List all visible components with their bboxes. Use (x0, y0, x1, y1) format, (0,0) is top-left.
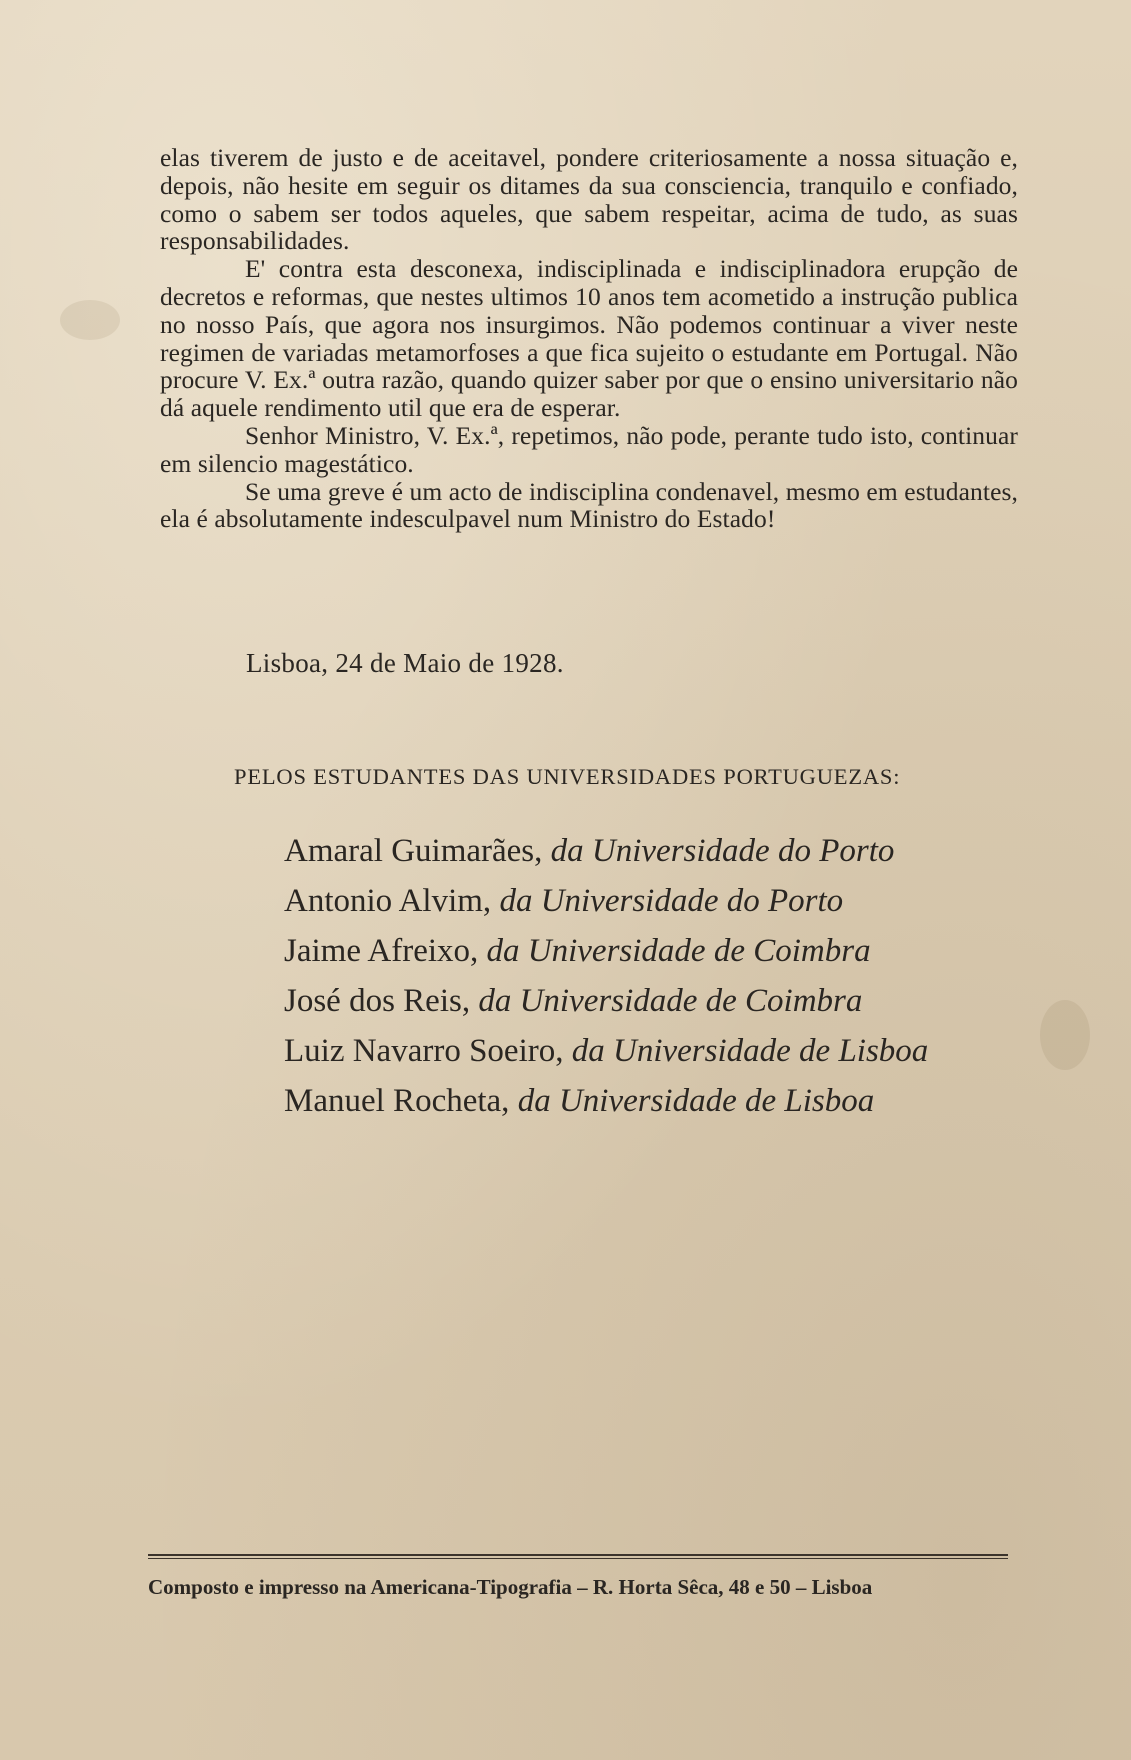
paragraph: Senhor Ministro, V. Ex.ª, repetimos, não pode, perante tudo isto, continuar em silencio magestático. (160, 420, 1018, 478)
signatory (284, 926, 928, 976)
signatory (284, 976, 928, 1026)
signatory-name: Amaral Guimarães, (284, 833, 543, 869)
letter-body (160, 144, 1018, 533)
signatory-name: Luiz Navarro Soeiro, (284, 1033, 564, 1069)
signatory-name: Manuel Rocheta, (284, 1083, 510, 1119)
signatory-university: da Universidade de Coimbra (486, 933, 871, 969)
signatory (284, 826, 928, 876)
signatory-name: Jaime Afreixo, (284, 933, 479, 969)
signatory-university: da Universidade do Porto (499, 883, 844, 919)
signatory-university: da Universidade de Lisboa (571, 1033, 929, 1069)
signatory (284, 1026, 928, 1076)
signatory-university: da Universidade de Lisboa (517, 1083, 875, 1119)
paragraph: elas tiverem de justo e de aceitavel, pondere criteriosamente a nossa situação e, depois, não hesite em seguir os ditames da sua consciencia, tranquilo e confiado, como o sabem ser todos aqueles, que sabem respeitar, acima de tudo, as suas responsabilidades. (160, 143, 1018, 256)
paper-stain (1040, 1000, 1090, 1070)
signatory (284, 876, 928, 926)
printer-imprint: Composto e impresso na Americana-Tipografia – R. Horta Sêca, 48 e 50 – Lisboa (148, 1575, 873, 1599)
paragraph: E' contra esta desconexa, indisciplinada e indisciplinadora erupção de decretos e reformas, que nestes ultimos 10 anos tem acometido a instrução publica no nosso País, que agora nos insurgimos. Não podemos continuar a viver neste regimen de variadas metamorfoses a que fica sujeito o estudante em Portugal. Não procure V. Ex.ª outra razão, quando quizer saber por que o ensino universitario não dá aquele rendimento util que era de esperar. (160, 254, 1018, 423)
signatory-name: José dos Reis, (284, 983, 471, 1019)
signatories-heading: PELOS ESTUDANTES DAS UNIVERSIDADES PORTUGUEZAS: (234, 764, 901, 789)
paragraph: Se uma greve é um acto de indisciplina condenavel, mesmo em estudantes, ela é absolutamente indesculpavel num Ministro do Estado! (160, 476, 1018, 534)
footer-rule-thin (148, 1558, 1008, 1559)
signatory-list (284, 826, 928, 1126)
footer-rule (148, 1554, 1008, 1556)
signatory-name: Antonio Alvim, (284, 883, 492, 919)
signatory (284, 1076, 928, 1126)
dateline: Lisboa, 24 de Maio de 1928. (246, 648, 564, 678)
signatory-university: da Universidade de Coimbra (478, 983, 863, 1019)
signatory-university: da Universidade do Porto (550, 833, 895, 869)
paper-stain (60, 300, 120, 340)
